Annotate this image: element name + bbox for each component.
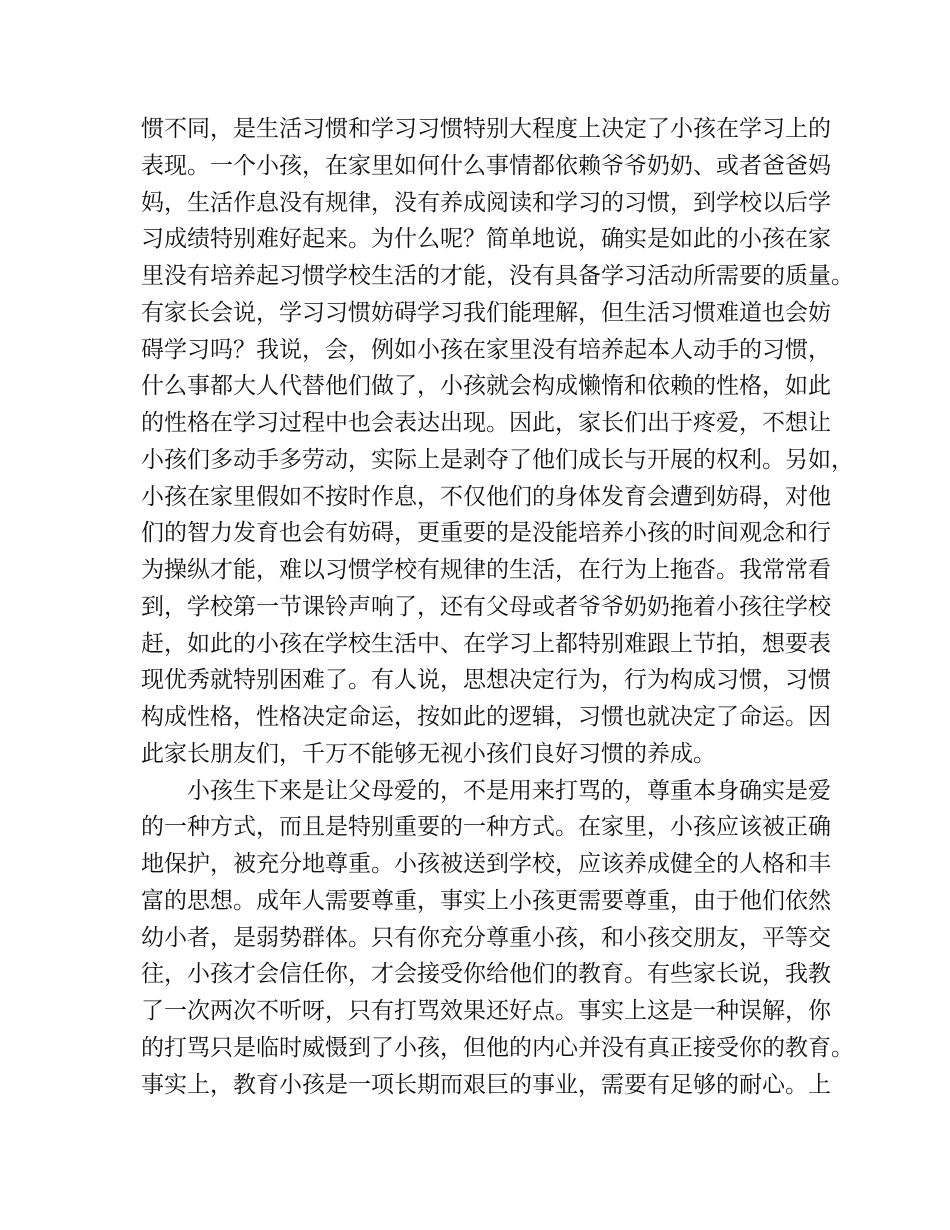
text-line: 往，小孩才会信任你，才会接受你给他们的教育。有些家长说，我教 xyxy=(141,961,831,988)
text-line: 什么事都大人代替他们做了，小孩就会构成懒惰和依赖的性格，如此 xyxy=(141,373,831,400)
text-line: 表现。一个小孩，在家里如何什么事情都依赖爷爷奶奶、或者爸爸妈 xyxy=(141,152,831,179)
text-line: 碍学习吗？我说，会，例如小孩在家里没有培养起本人动手的习惯， xyxy=(141,336,831,363)
text-line: 构成性格，性格决定命运，按如此的逻辑，习惯也就决定了命运。因 xyxy=(141,704,831,730)
paragraph-container xyxy=(141,111,854,1103)
text-line: 小孩在家里假如不按时作息，不仅他们的身体发育会遭到妨碍，对他 xyxy=(141,483,831,510)
text-line: 小孩生下来是让父母爱的，不是用来打骂的，尊重本身确实是爱 xyxy=(187,777,831,804)
text-line: 习成绩特别难好起来。为什么呢？简单地说，确实是如此的小孩在家 xyxy=(141,226,831,253)
text-line: 妈，生活作息没有规律，没有养成阅读和学习的习惯，到学校以后学 xyxy=(141,189,831,216)
text-line: 富的思想。成年人需要尊重，事实上小孩更需要尊重，由于他们依然 xyxy=(141,887,831,914)
text-line: 事实上，教育小孩是一项长期而艰巨的事业，需要有足够的耐心。上 xyxy=(141,1071,831,1098)
text-line: 的性格在学习过程中也会表达出现。因此，家长们出于疼爱，不想让 xyxy=(141,410,831,436)
text-line: 地保护，被充分地尊重。小孩被送到学校，应该养成健全的人格和丰 xyxy=(141,851,831,877)
body-text xyxy=(141,111,854,1103)
text-line: 惯不同，是生活习惯和学习习惯特别大程度上决定了小孩在学习上的 xyxy=(141,116,831,142)
text-line: 到，学校第一节课铃声响了，还有父母或者爷爷奶奶拖着小孩往学校 xyxy=(141,593,831,620)
text-line: 此家长朋友们，千万不能够无视小孩们良好习惯的养成。 xyxy=(141,740,716,767)
text-line: 赶，如此的小孩在学校生活中、在学习上都特别难跟上节拍，想要表 xyxy=(141,630,831,657)
text-line: 现优秀就特别困难了。有人说，思想决定行为，行为构成习惯，习惯 xyxy=(141,667,831,694)
text-line: 的打骂只是临时威慑到了小孩，但他的内心并没有真正接受你的教育。 xyxy=(141,1034,854,1061)
paragraph xyxy=(141,773,854,1104)
paragraph xyxy=(141,111,854,773)
text-line: 了一次两次不听呀，只有打骂效果还好点。事实上这是一种误解，你 xyxy=(141,998,831,1024)
text-line: 里没有培养起习惯学校生活的才能，没有具备学习活动所需要的质量。 xyxy=(141,263,854,289)
text-line: 为操纵才能，难以习惯学校有规律的生活，在行为上拖沓。我常常看 xyxy=(141,557,831,583)
text-line: 有家长会说，学习习惯妨碍学习我们能理解，但生活习惯难道也会妨 xyxy=(141,299,831,326)
text-line: 幼小者，是弱势群体。只有你充分尊重小孩，和小孩交朋友，平等交 xyxy=(141,924,831,951)
text-line: 小孩们多动手多劳动，实际上是剥夺了他们成长与开展的权利。另如， xyxy=(141,446,854,473)
text-line: 们的智力发育也会有妨碍，更重要的是没能培养小孩的时间观念和行 xyxy=(141,520,831,547)
text-line: 的一种方式，而且是特别重要的一种方式。在家里，小孩应该被正确 xyxy=(141,814,831,841)
